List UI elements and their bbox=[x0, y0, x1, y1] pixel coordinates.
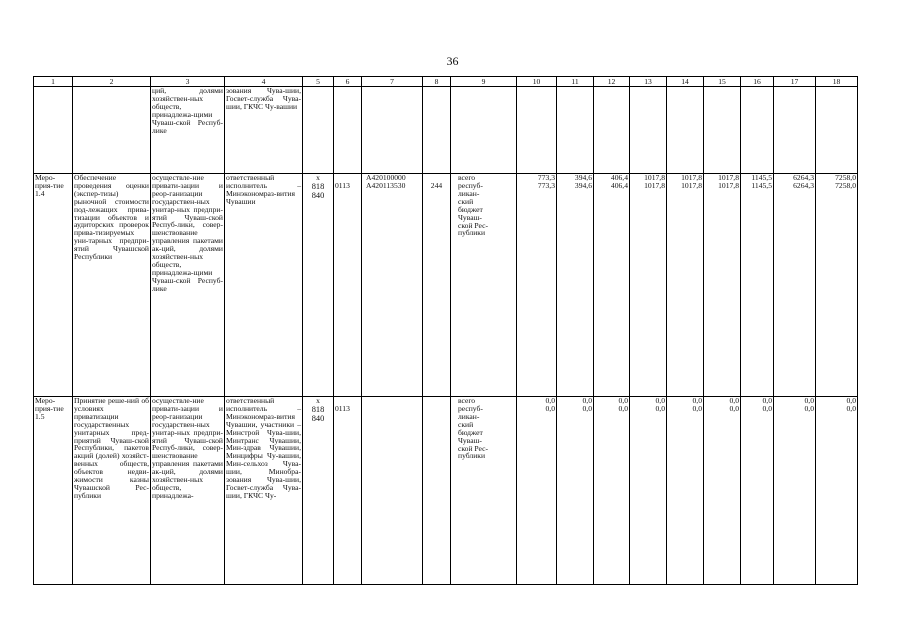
table-cell bbox=[630, 87, 667, 174]
target-article-cell bbox=[362, 174, 423, 397]
value-budget: 1145,5 bbox=[751, 180, 772, 190]
value-total: 406,4 bbox=[610, 173, 628, 182]
section-code: 0113 bbox=[335, 404, 350, 413]
year-value-cell bbox=[630, 397, 667, 585]
value-budget: 0,0 bbox=[582, 403, 592, 413]
section-code-cell bbox=[334, 397, 362, 585]
value-total: 0,0 bbox=[582, 396, 592, 405]
value-total: 1017,8 bbox=[644, 173, 665, 182]
year-value-cell bbox=[667, 174, 704, 397]
grbs-code: 818 bbox=[311, 404, 325, 414]
grbs-total-mark: x bbox=[316, 396, 320, 405]
table-cell bbox=[667, 87, 704, 174]
header-cell: 15 bbox=[704, 77, 741, 87]
value-budget: 1017,8 bbox=[718, 180, 739, 190]
value-budget: 1017,8 bbox=[644, 180, 665, 190]
value-budget: 0,0 bbox=[618, 403, 628, 413]
year-value-cell bbox=[557, 174, 594, 397]
table-cell bbox=[362, 87, 423, 174]
header-cell: 13 bbox=[630, 77, 667, 87]
grbs-code-cell bbox=[303, 397, 334, 585]
table-cell bbox=[816, 87, 858, 174]
table-cell bbox=[517, 87, 557, 174]
measure-label-cell: Меро-прия-тие 1.4 bbox=[34, 174, 73, 397]
year-value-cell bbox=[741, 397, 774, 585]
table-cell bbox=[423, 87, 451, 174]
table-cell bbox=[451, 87, 517, 174]
grbs-code-cell bbox=[303, 174, 334, 397]
page-number: 36 bbox=[446, 54, 459, 68]
header-cell: 3 bbox=[151, 77, 225, 87]
table-cell bbox=[741, 87, 774, 174]
value-total: 7258,0 bbox=[835, 173, 856, 182]
year-value-cell bbox=[774, 174, 816, 397]
value-budget: 406,4 bbox=[610, 180, 628, 190]
year-value-cell bbox=[741, 174, 774, 397]
header-cell: 11 bbox=[557, 77, 594, 87]
year-value-cell bbox=[667, 397, 704, 585]
value-total: 394,6 bbox=[574, 173, 592, 182]
value-budget: 0,0 bbox=[729, 403, 739, 413]
funding-source-cell bbox=[451, 174, 517, 397]
header-cell: 9 bbox=[451, 77, 517, 87]
executors-cell: ответственный исполнитель – Минэкономраз-вития Чувашии bbox=[225, 174, 303, 397]
value-total: 0,0 bbox=[655, 396, 665, 405]
header-cell: 4 bbox=[225, 77, 303, 87]
year-value-cell bbox=[704, 174, 741, 397]
value-budget: 394,6 bbox=[574, 180, 592, 190]
table-cell bbox=[704, 87, 741, 174]
year-value-cell bbox=[816, 174, 858, 397]
expense-type-cell bbox=[423, 174, 451, 397]
table-cell bbox=[303, 87, 334, 174]
value-total: 6264,3 bbox=[793, 173, 814, 182]
value-budget: 1017,8 bbox=[681, 180, 702, 190]
target-article-code: А420100000 bbox=[366, 173, 406, 182]
value-total: 1145,5 bbox=[751, 173, 772, 182]
task-description-cell: ций, долями хозяйствен-ных обществ, принадлежа-щими Чуваш-ской Респуб-лике bbox=[151, 87, 225, 174]
grbs-code: 840 bbox=[311, 414, 325, 424]
header-cell: 14 bbox=[667, 77, 704, 87]
executors-cell: зования Чува-шии, Госвет-служба Чува-шии, ГКЧС Чу-вашии bbox=[225, 87, 303, 174]
year-value-cell bbox=[517, 174, 557, 397]
header-cell: 10 bbox=[517, 77, 557, 87]
value-total: 773,3 bbox=[537, 173, 555, 182]
table-cell bbox=[557, 87, 594, 174]
year-value-cell bbox=[630, 174, 667, 397]
year-value-cell bbox=[594, 174, 630, 397]
value-total: 0,0 bbox=[618, 396, 628, 405]
measure-label-cell: Меро-прия-тие 1.5 bbox=[34, 397, 73, 585]
year-value-cell bbox=[557, 397, 594, 585]
value-total: 0,0 bbox=[846, 396, 856, 405]
header-cell: 7 bbox=[362, 77, 423, 87]
header-cell: 18 bbox=[816, 77, 858, 87]
measure-title-cell: Принятие реше-ний об условиях приватизации государственных унитарных пред-приятий Чуваш-ской Республики, пакетов акций (долей) хозяйст-венных обществ, объектов недви-жимости казны Чувашской Рес-публики bbox=[73, 397, 151, 585]
target-article-code: А420113530 bbox=[366, 181, 406, 190]
table-cell bbox=[73, 87, 151, 174]
table-cell bbox=[334, 87, 362, 174]
section-code: 0113 bbox=[335, 181, 350, 190]
executors-cell: ответственный исполнитель – Минэкономраз-вития Чувашии, участники – Минстрой Чува-шии, Минтранс Чувашии, Мин-здрав Чувашии, Минцифры Чу-вашии, Мин-сельхоз Чува-шии, Минобра-зования Чува-шии, Госвет-служба Чува-шии, ГКЧС Чу- bbox=[225, 397, 303, 585]
funding-source-cell bbox=[451, 397, 517, 585]
year-value-cell bbox=[774, 397, 816, 585]
header-cell: 2 bbox=[73, 77, 151, 87]
value-total: 0,0 bbox=[762, 396, 772, 405]
value-budget: 7258,0 bbox=[835, 180, 856, 190]
year-value-cell bbox=[816, 397, 858, 585]
value-total: 0,0 bbox=[692, 396, 702, 405]
table-cell bbox=[34, 87, 73, 174]
measure-title-cell: Обеспечение проведения оценки (экспер-тизы) рыночной стоимости под-лежащих прива-тизации объектов и аудиторских проверок прива-тизируемых уни-тарных предпри-ятий Чувашской Республики bbox=[73, 174, 151, 397]
grbs-total-mark: x bbox=[316, 173, 320, 182]
header-cell: 12 bbox=[594, 77, 630, 87]
value-budget: 0,0 bbox=[804, 403, 814, 413]
value-total: 1017,8 bbox=[681, 173, 702, 182]
header-row bbox=[34, 77, 858, 87]
value-total: 0,0 bbox=[729, 396, 739, 405]
value-budget: 0,0 bbox=[655, 403, 665, 413]
header-cell: 16 bbox=[741, 77, 774, 87]
funding-total-label: всего bbox=[458, 396, 476, 405]
value-total: 0,0 bbox=[804, 396, 814, 405]
funding-total-label: всего bbox=[458, 173, 476, 182]
funding-source-label: респуб-ликан-ский бюджет Чуваш-ской Рес-публики bbox=[458, 404, 489, 461]
header-cell: 8 bbox=[423, 77, 451, 87]
value-budget: 0,0 bbox=[846, 403, 856, 413]
header-cell: 17 bbox=[774, 77, 816, 87]
expense-type-code: 244 bbox=[430, 181, 443, 190]
measure-row-1-4 bbox=[34, 174, 858, 397]
program-table bbox=[33, 76, 858, 585]
value-total: 1017,8 bbox=[718, 173, 739, 182]
value-budget: 0,0 bbox=[545, 403, 555, 413]
expense-type-cell bbox=[423, 397, 451, 585]
grbs-code: 840 bbox=[311, 191, 325, 201]
section-code-cell bbox=[334, 174, 362, 397]
table-cell bbox=[594, 87, 630, 174]
funding-source-label: респуб-ликан-ский бюджет Чуваш-ской Рес-публики bbox=[458, 181, 489, 238]
target-article-cell bbox=[362, 397, 423, 585]
value-budget: 0,0 bbox=[692, 403, 702, 413]
value-budget: 0,0 bbox=[762, 403, 772, 413]
table-cell bbox=[774, 87, 816, 174]
continuation-row bbox=[34, 87, 858, 174]
value-budget: 6264,3 bbox=[793, 180, 814, 190]
header-cell: 5 bbox=[303, 77, 334, 87]
header-cell: 1 bbox=[34, 77, 73, 87]
measure-row-1-5 bbox=[34, 397, 858, 585]
year-value-cell bbox=[594, 397, 630, 585]
header-cell: 6 bbox=[334, 77, 362, 87]
task-description-cell: осуществле-ние привати-зации и реор-ганизации государствен-ных унитар-ных предпри-ятий Чуваш-ской Респуб-лики, совер-шенствование управления пакетами ак-ций, долями хозяйствен-ных обществ, принадлежа-щими Чуваш-ской Респуб-лике bbox=[151, 174, 225, 397]
year-value-cell bbox=[704, 397, 741, 585]
value-total: 0,0 bbox=[545, 396, 555, 405]
value-budget: 773,3 bbox=[537, 180, 555, 190]
grbs-code: 818 bbox=[311, 181, 325, 191]
year-value-cell bbox=[517, 397, 557, 585]
task-description-cell: осуществле-ние привати-зации и реор-ганизации государствен-ных унитар-ных предпри-ятий Чуваш-ской Респуб-лики, совер-шенствование управления пакетами ак-ций, долями хозяйствен-ных обществ, принадлежа- bbox=[151, 397, 225, 585]
